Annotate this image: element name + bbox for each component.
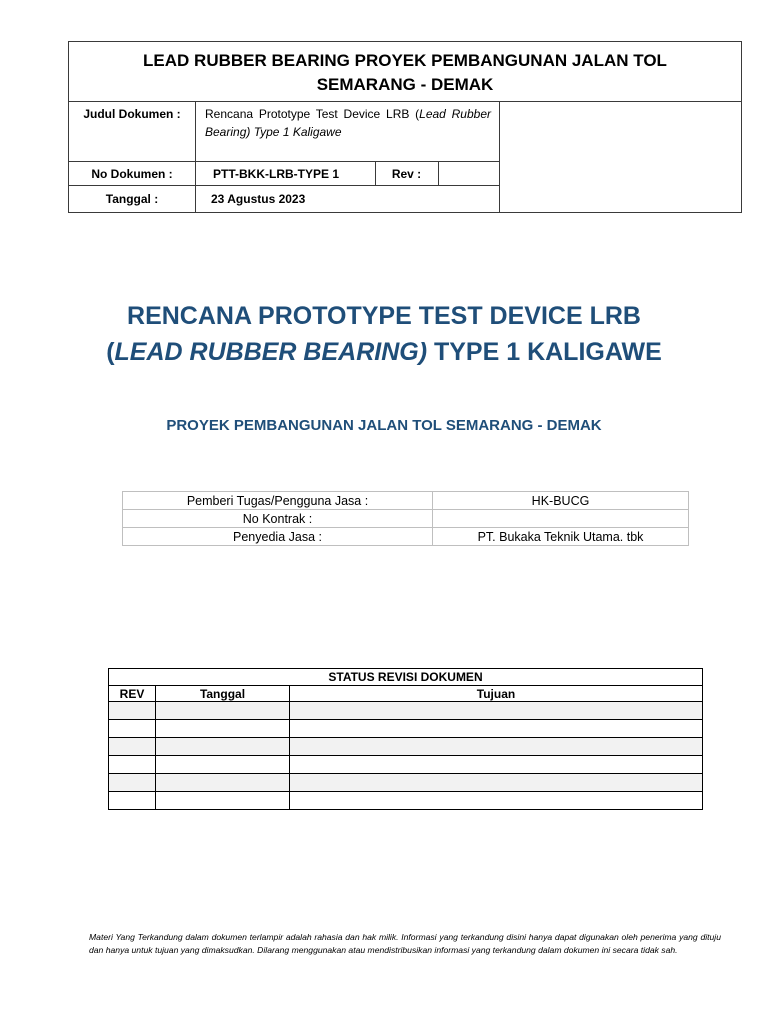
tujuan-cell xyxy=(290,792,703,810)
no-dokumen-label: No Dokumen : xyxy=(91,167,173,181)
tanggal-cell xyxy=(156,720,290,738)
col-header-tanggal: Tanggal xyxy=(156,686,290,702)
header-title xyxy=(69,42,741,102)
tujuan-cell xyxy=(290,756,703,774)
judul-dokumen-label: Judul Dokumen : xyxy=(83,107,181,121)
judul-dokumen-value xyxy=(205,105,491,141)
tanggal-cell xyxy=(156,774,290,792)
project-subtitle: PROYEK PEMBANGUNAN JALAN TOL SEMARANG - DEMAK xyxy=(166,417,602,434)
info-value: HK-BUCG xyxy=(433,492,689,510)
table-row xyxy=(123,510,689,528)
document-header xyxy=(68,41,742,213)
table-row xyxy=(109,792,703,810)
rev-cell xyxy=(109,774,156,792)
table-row xyxy=(109,774,703,792)
info-value: PT. Bukaka Teknik Utama. tbk xyxy=(433,528,689,546)
divider xyxy=(195,102,196,213)
judul-italic: Lead Rubber Bearing) Type 1 Kaligawe xyxy=(205,107,491,139)
tanggal-cell xyxy=(156,756,290,774)
col-header-rev: REV xyxy=(109,686,156,702)
divider xyxy=(69,185,499,186)
rev-cell xyxy=(109,792,156,810)
tanggal-label: Tanggal : xyxy=(105,192,159,206)
revision-status-table xyxy=(108,668,703,810)
tujuan-cell xyxy=(290,702,703,720)
tujuan-cell xyxy=(290,720,703,738)
table-row xyxy=(123,492,689,510)
table-row xyxy=(109,756,703,774)
info-value xyxy=(433,510,689,528)
tanggal-value: 23 Agustus 2023 xyxy=(211,192,306,206)
judul-plain: Rencana Prototype Test Device LRB ( xyxy=(205,107,420,121)
header-title-line1: LEAD RUBBER BEARING PROYEK PEMBANGUNAN JALAN TOL xyxy=(143,51,667,70)
confidentiality-notice: Materi Yang Terkandung dalam dokumen terlampir adalah rahasia dan hak milik. Informasi yang terkandung disini hanya dapat digunakan oleh penerima yang dituju dan hanya untuk tujuan yang dimaksudkan. Dilarang menggunakan atau mendistribusikan informasi yang terkandung dalam dokumen ini secara tidak sah. xyxy=(89,932,721,955)
table-row xyxy=(109,738,703,756)
revision-table-caption: STATUS REVISI DOKUMEN xyxy=(109,669,703,686)
rev-cell xyxy=(109,720,156,738)
divider xyxy=(438,161,439,185)
info-label: No Kontrak : xyxy=(123,510,433,528)
tanggal-cell xyxy=(156,738,290,756)
no-dokumen-value: PTT-BKK-LRB-TYPE 1 xyxy=(213,167,339,181)
table-row xyxy=(109,702,703,720)
info-label: Pemberi Tugas/Pengguna Jasa : xyxy=(123,492,433,510)
rev-cell xyxy=(109,738,156,756)
tanggal-cell xyxy=(156,792,290,810)
table-row xyxy=(109,720,703,738)
tujuan-cell xyxy=(290,738,703,756)
info-label: Penyedia Jasa : xyxy=(123,528,433,546)
rev-label: Rev : xyxy=(391,167,422,181)
tujuan-cell xyxy=(290,774,703,792)
document-title-line1: RENCANA PROTOTYPE TEST DEVICE LRB xyxy=(127,302,641,330)
header-metadata xyxy=(69,102,500,213)
col-header-tujuan: Tujuan xyxy=(290,686,703,702)
rev-cell xyxy=(109,702,156,720)
rev-cell xyxy=(109,756,156,774)
header-title-line2: SEMARANG - DEMAK xyxy=(316,75,494,94)
divider xyxy=(69,161,499,162)
tanggal-cell xyxy=(156,702,290,720)
title-rest: TYPE 1 KALIGAWE xyxy=(427,338,662,366)
document-title-line2 xyxy=(0,334,768,370)
table-row xyxy=(123,528,689,546)
title-open-paren: ( xyxy=(106,338,115,366)
title-italic: LEAD RUBBER BEARING) xyxy=(114,338,428,366)
project-info-table xyxy=(122,491,689,546)
